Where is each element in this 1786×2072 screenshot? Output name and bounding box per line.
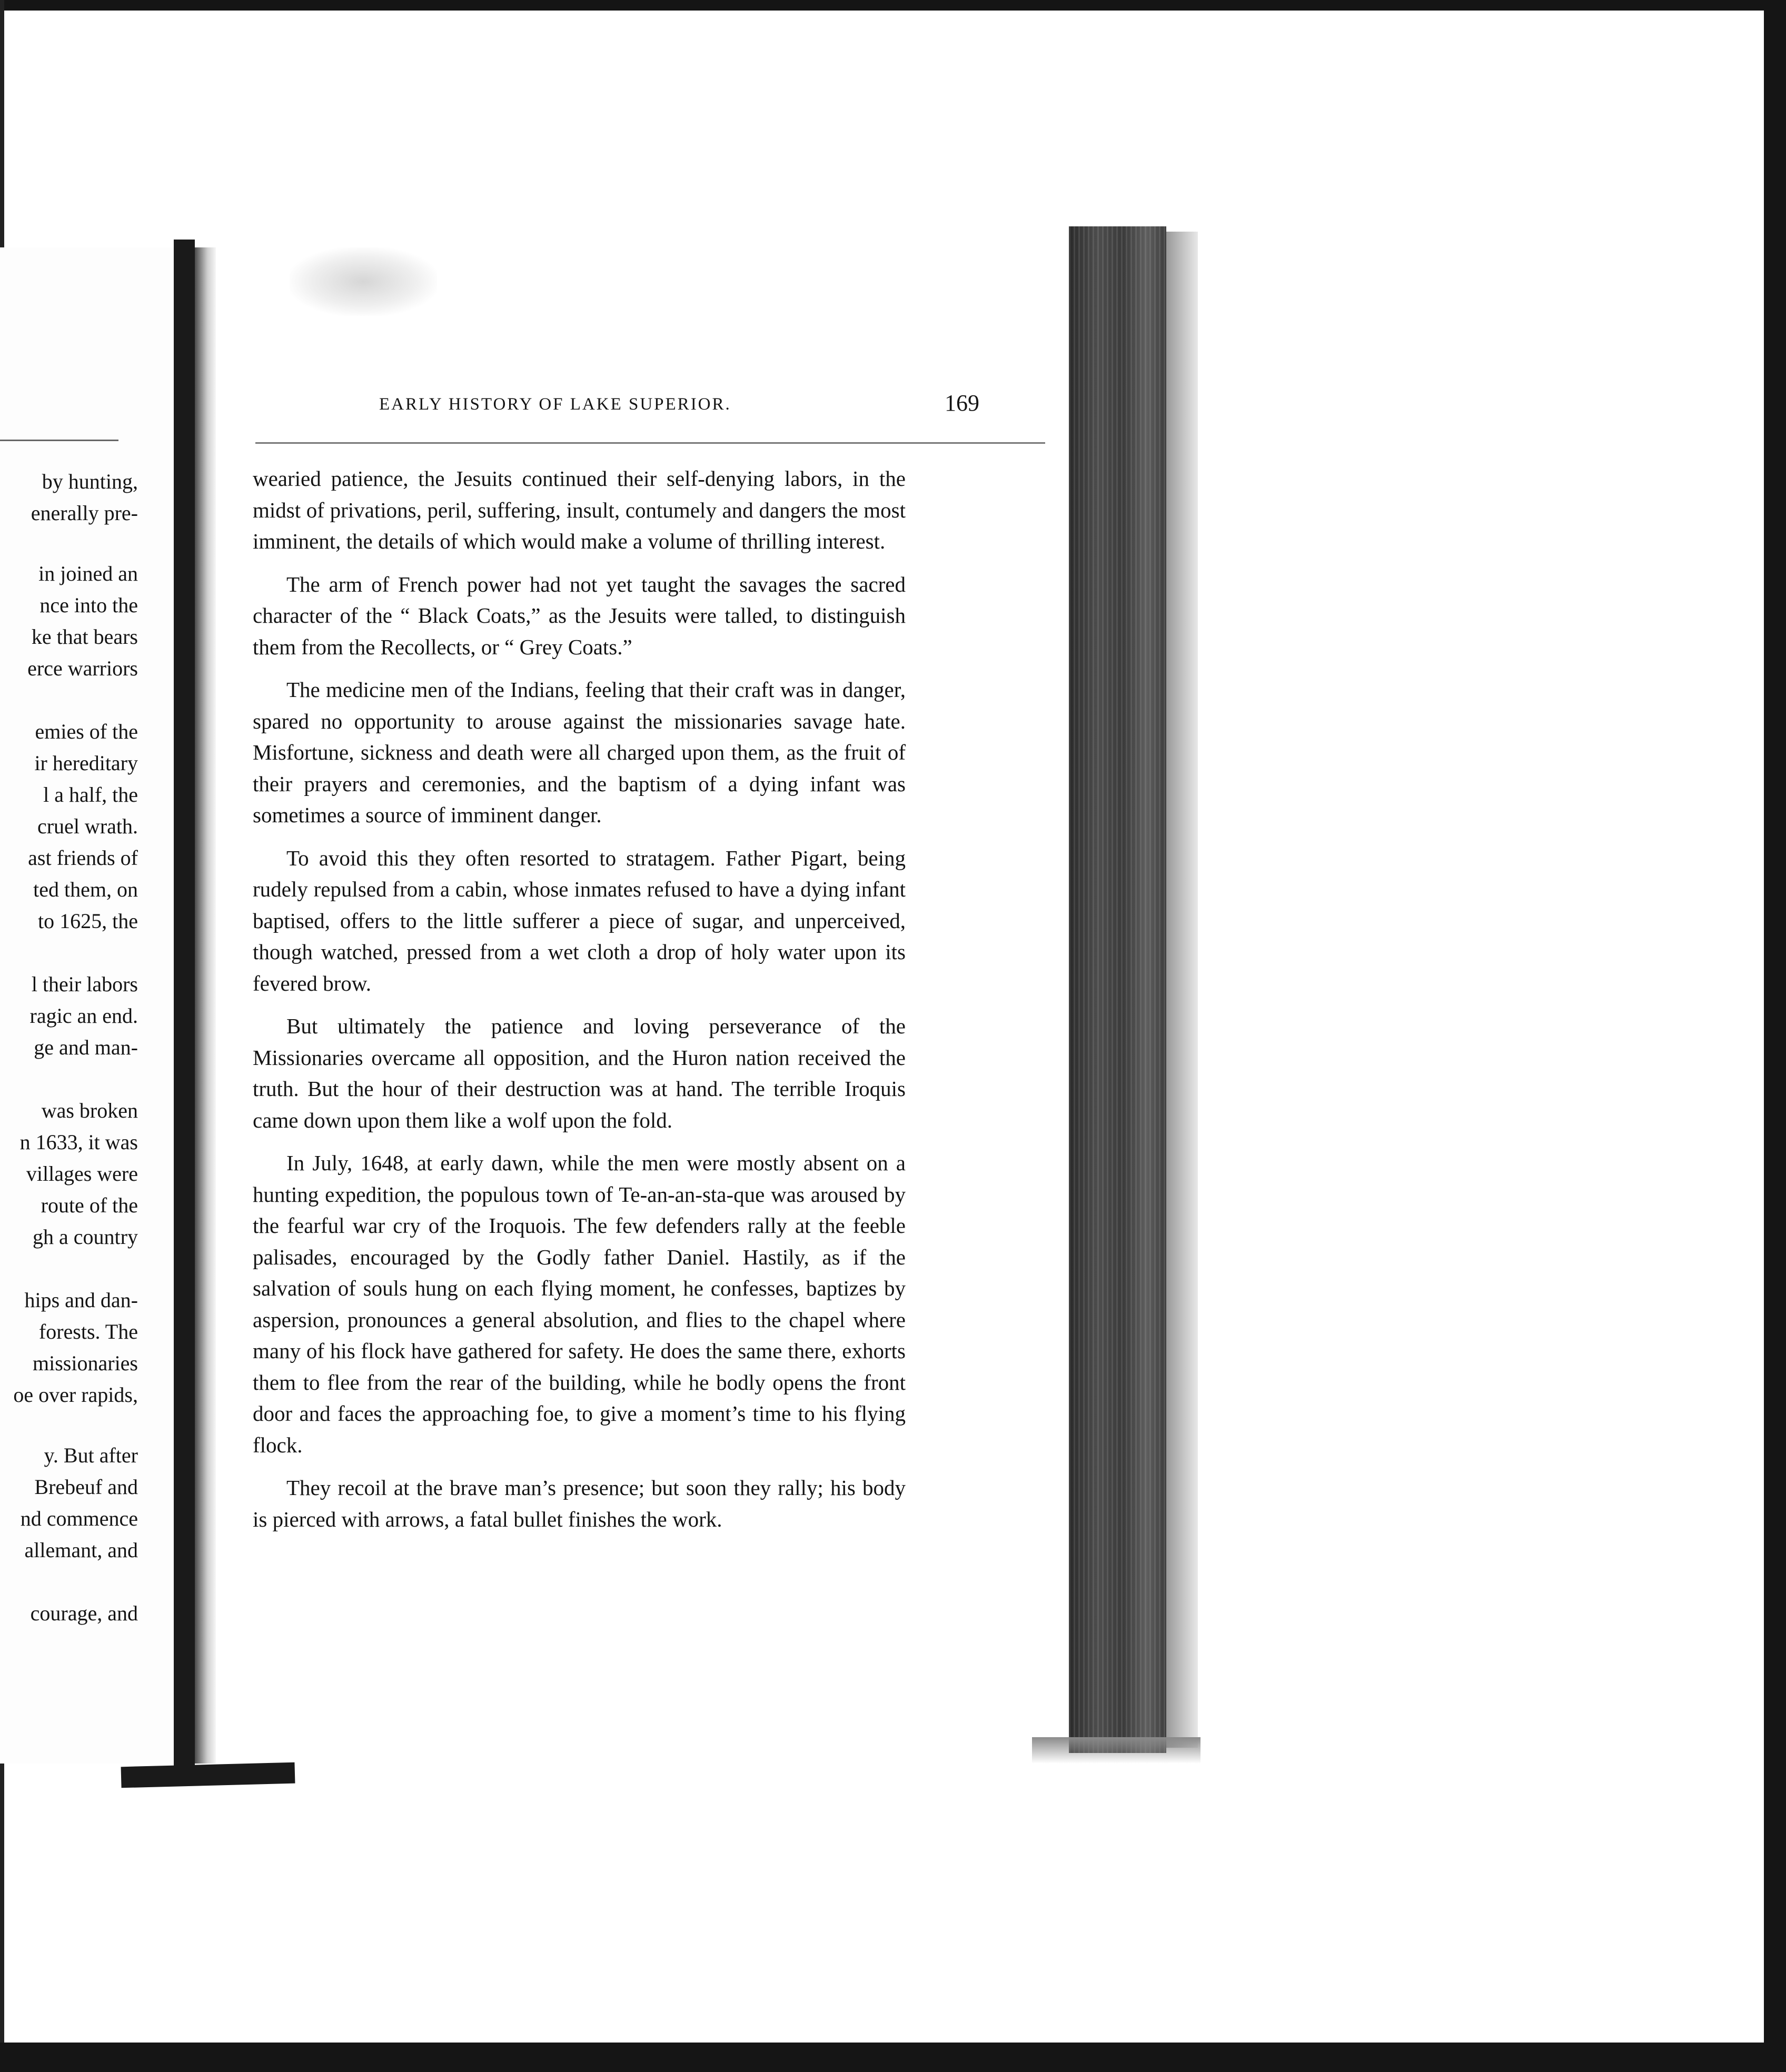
left-page-line: hips and dan- bbox=[24, 1288, 138, 1312]
film-frame-right bbox=[1764, 0, 1786, 2072]
paragraph: To avoid this they often resorted to stratagem. Father Pigart, being rudely repulsed from a cabin, whose inmates refused to have a dying infant baptised, offers to the little sufferer a piece of sugar, and unperceived, though watched, pressed from a wet cloth a drop of holy water upon its fevered brow. bbox=[253, 845, 906, 995]
left-page-line: missionaries bbox=[33, 1351, 138, 1375]
book-binding bbox=[174, 240, 195, 1766]
left-page-line: forests. The bbox=[38, 1320, 138, 1343]
header-rule bbox=[255, 442, 1045, 444]
paragraph: The medicine men of the Indians, feeling that their craft was in danger, spared no opportunity to arouse against the missionaries savage hate. Misfortune, sickness and death were all charged upon them, as the fruit of their prayers and ceremonies, and the baptism of a dying infant was sometimes a source of imminent danger. bbox=[253, 678, 906, 827]
book-page bbox=[216, 226, 1079, 1753]
left-page-line: gh a country bbox=[33, 1225, 138, 1249]
left-page-line: l a half, the bbox=[43, 783, 138, 806]
left-page-line: ke that bears bbox=[31, 625, 138, 649]
left-page-line: ast friends of bbox=[28, 846, 138, 870]
running-head bbox=[379, 390, 979, 421]
left-page-line: allemant, and bbox=[24, 1538, 138, 1562]
left-page-line: emies of the bbox=[35, 720, 138, 743]
left-page-line: ted them, on bbox=[33, 878, 138, 901]
left-page-line: villages were bbox=[26, 1162, 138, 1186]
film-frame-top bbox=[0, 0, 1786, 11]
left-page-line: nce into the bbox=[39, 593, 138, 617]
left-page-line: was broken bbox=[41, 1099, 138, 1122]
left-page-line: by hunting, bbox=[42, 470, 138, 493]
book-fore-edge bbox=[1069, 226, 1166, 1753]
left-page-line: nd commence bbox=[20, 1507, 138, 1530]
left-page bbox=[0, 247, 174, 1764]
gutter-shadow bbox=[195, 247, 216, 1764]
paragraph: They recoil at the brave man’s presence; but soon they rally; his body is pierced with arrows, a fatal bullet finishes the work. bbox=[253, 1476, 906, 1531]
binding-foot bbox=[121, 1762, 295, 1788]
left-page-line: n 1633, it was bbox=[19, 1130, 138, 1154]
film-frame-bottom bbox=[0, 2043, 1786, 2072]
left-page-line: in joined an bbox=[38, 562, 138, 585]
left-page-line: ragic an end. bbox=[29, 1004, 138, 1028]
paragraph: The arm of French power had not yet taught the savages the sacred character of the “ Black Coats,” as the Jesuits were talled, to distinguish them from the Recollects, or “ Grey Coats.” bbox=[253, 572, 906, 659]
left-page-line: ir hereditary bbox=[34, 751, 138, 775]
left-page-rule bbox=[0, 440, 118, 441]
page-stain bbox=[290, 247, 437, 316]
left-page-line: y. But after bbox=[44, 1443, 138, 1467]
left-page-line: Brebeuf and bbox=[34, 1475, 138, 1499]
left-page-line: erce warriors bbox=[27, 656, 138, 680]
page-number: 169 bbox=[945, 390, 979, 416]
running-head-title: EARLY HISTORY OF LAKE SUPERIOR. bbox=[379, 395, 731, 414]
left-page-line: ge and man- bbox=[34, 1035, 138, 1059]
left-page-line: courage, and bbox=[30, 1601, 138, 1625]
left-page-line: l their labors bbox=[31, 972, 138, 996]
book-fore-edge-highlight bbox=[1166, 232, 1198, 1748]
page-corner-shadow bbox=[1032, 1737, 1200, 1764]
left-page-line: to 1625, the bbox=[38, 909, 138, 933]
paragraph: But ultimately the patience and loving perseverance of the Missionaries overcame all opposition, and the Huron nation received the truth. But the hour of their destruction was at hand. The terrible Iroquis came down upon them like a wolf upon the fold. bbox=[253, 1014, 906, 1132]
left-page-line: enerally pre- bbox=[31, 501, 138, 525]
left-page-line: cruel wrath. bbox=[37, 814, 138, 838]
paragraph: wearied patience, the Jesuits continued their self-denying labors, in the midst of privations, peril, suffering, insult, contumely and dangers the most imminent, the details of which would make a volume of thrilling interest. bbox=[253, 466, 906, 553]
left-page-line: oe over rapids, bbox=[13, 1383, 138, 1407]
body-text bbox=[253, 463, 906, 1547]
left-page-line: route of the bbox=[41, 1193, 138, 1217]
paragraph: In July, 1648, at early dawn, while the men were mostly absent on a hunting expedition, the populous town of Te-an-an-sta-que was aroused by the fearful war cry of the Iroquois. The few defenders rally at the feeble palisades, encouraged by the Godly father Daniel. Hastily, as if the salvation of souls hung on each flying moment, he confesses, baptizes by aspersion, pronounces a general absolution, and flies to the chapel where many of his flock have gathered for safety. He does the same there, exhorts them to flee from the rear of the building, while he bodly opens the front door and faces the approaching foe, to give a moment’s time to his flying flock. bbox=[253, 1151, 906, 1457]
